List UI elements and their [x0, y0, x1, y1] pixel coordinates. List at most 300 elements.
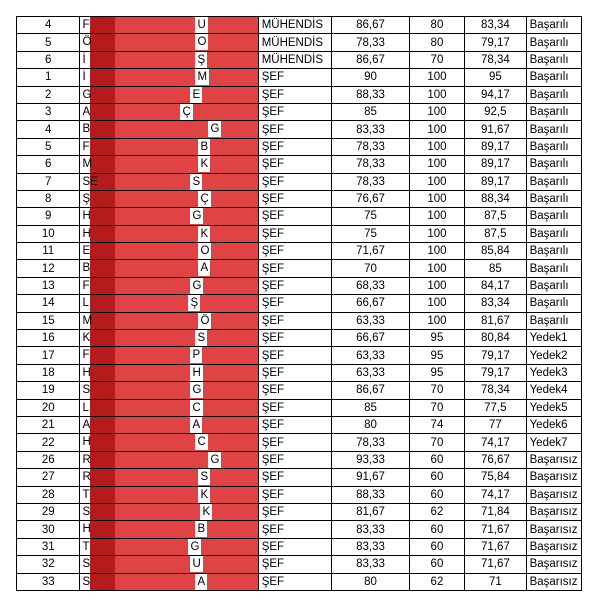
role-cell: ŞEF: [258, 556, 332, 573]
score-1-cell: 71,67: [332, 243, 410, 260]
row-number: 14: [17, 295, 80, 312]
average-cell: 77: [465, 416, 526, 433]
redaction-main: [115, 156, 257, 172]
row-number: 11: [17, 243, 80, 260]
row-number: 4: [17, 17, 80, 34]
second-initial: O: [200, 245, 210, 258]
redaction-bar: [80, 521, 257, 537]
role-cell: ŞEF: [258, 103, 332, 120]
row-number: 15: [17, 312, 80, 329]
average-cell: 87,5: [465, 208, 526, 225]
first-initial: F: [82, 140, 90, 153]
role-cell: ŞEF: [258, 312, 332, 329]
table-row[interactable]: [17, 17, 582, 34]
role-cell: MÜHENDİS: [258, 51, 332, 68]
average-cell: 79,17: [465, 347, 526, 364]
average-cell: 76,67: [465, 451, 526, 468]
second-initial: S: [200, 471, 209, 484]
redacted-name-cell: [80, 556, 258, 573]
status-cell: Yedek2: [526, 347, 581, 364]
first-initial: F: [82, 349, 90, 362]
status-cell: Başarısız: [526, 556, 581, 573]
score-1-cell: 86,67: [332, 17, 410, 34]
table-row[interactable]: [17, 521, 582, 538]
score-1-cell: 90: [332, 69, 410, 86]
redacted-name-cell: [80, 138, 258, 155]
redaction-dark: [90, 278, 115, 294]
redaction-bar: [80, 452, 257, 468]
first-initial: H: [82, 227, 91, 240]
redaction-main: [115, 330, 257, 346]
second-initial: S: [197, 332, 206, 345]
second-initial: C: [197, 436, 206, 449]
second-initial: Ş: [190, 297, 199, 310]
average-cell: 79,17: [465, 364, 526, 381]
status-cell: Başarılı: [526, 190, 581, 207]
redaction-bar: [80, 104, 257, 120]
average-cell: 74,17: [465, 486, 526, 503]
score-2-cell: 60: [409, 556, 464, 573]
status-cell: Başarılı: [526, 295, 581, 312]
role-cell: ŞEF: [258, 416, 332, 433]
role-cell: ŞEF: [258, 347, 332, 364]
redaction-main: [115, 434, 257, 450]
redaction-main: [115, 278, 257, 294]
second-initial: U: [197, 19, 206, 31]
score-2-cell: 70: [409, 382, 464, 399]
table-row[interactable]: [17, 277, 582, 294]
first-initial: H: [82, 366, 91, 379]
redaction-dark: [90, 260, 115, 276]
row-number: 1: [17, 69, 80, 86]
redaction-main: [115, 191, 257, 207]
score-2-cell: 62: [409, 573, 464, 590]
row-number: 17: [17, 347, 80, 364]
redacted-name-cell: [80, 434, 258, 451]
table-row[interactable]: [17, 486, 582, 503]
table-row[interactable]: [17, 382, 582, 399]
score-2-cell: 100: [409, 156, 464, 173]
row-number: 4: [17, 121, 80, 138]
second-initial: O: [197, 36, 207, 49]
score-1-cell: 75: [332, 208, 410, 225]
role-cell: ŞEF: [258, 156, 332, 173]
redaction-main: [115, 556, 257, 572]
redacted-name-cell: [80, 295, 258, 312]
table-row[interactable]: [17, 399, 582, 416]
role-cell: ŞEF: [258, 451, 332, 468]
redaction-main: [115, 121, 257, 137]
redaction-bar: [80, 365, 257, 381]
table-row[interactable]: [17, 86, 582, 103]
redaction-bar: [80, 52, 257, 68]
redacted-name-cell: [80, 103, 258, 120]
redacted-name-cell: [80, 451, 258, 468]
table-row[interactable]: [17, 538, 582, 555]
table-row[interactable]: [17, 295, 582, 312]
redaction-bar: [80, 574, 257, 590]
average-cell: 78,34: [465, 51, 526, 68]
table-row[interactable]: [17, 208, 582, 225]
redaction-bar: [80, 226, 257, 242]
first-initial: T: [82, 540, 90, 553]
average-cell: 71,84: [465, 503, 526, 520]
score-2-cell: 70: [409, 399, 464, 416]
score-2-cell: 95: [409, 330, 464, 347]
average-cell: 79,17: [465, 34, 526, 51]
table-row[interactable]: [17, 312, 582, 329]
redaction-dark: [90, 69, 115, 85]
redaction-dark: [90, 191, 115, 207]
redaction-bar: [80, 347, 257, 363]
score-2-cell: 80: [409, 17, 464, 34]
average-cell: 85,84: [465, 243, 526, 260]
average-cell: 89,17: [465, 156, 526, 173]
redaction-main: [115, 69, 257, 85]
row-number: 19: [17, 382, 80, 399]
average-cell: 83,34: [465, 17, 526, 34]
score-2-cell: 100: [409, 69, 464, 86]
row-number: 33: [17, 573, 80, 590]
second-initial: B: [197, 523, 206, 536]
role-cell: MÜHENDİS: [258, 17, 332, 34]
first-initial: R: [82, 471, 91, 484]
redacted-name-cell: [80, 277, 258, 294]
average-cell: 84,17: [465, 277, 526, 294]
status-cell: Yedek3: [526, 364, 581, 381]
redacted-name-cell: [80, 347, 258, 364]
table-row[interactable]: [17, 34, 582, 51]
score-2-cell: 100: [409, 312, 464, 329]
redaction-dark: [90, 521, 115, 537]
redaction-main: [115, 574, 257, 590]
redaction-dark: [90, 313, 115, 329]
second-initial: G: [192, 279, 202, 292]
first-initial: L: [82, 401, 89, 414]
first-initial: R: [82, 453, 91, 466]
status-cell: Yedek1: [526, 330, 581, 347]
table-row[interactable]: [17, 347, 582, 364]
role-cell: ŞEF: [258, 69, 332, 86]
redaction-main: [115, 313, 257, 329]
redaction-bar: [80, 417, 257, 433]
status-cell: Başarılı: [526, 51, 581, 68]
table-row[interactable]: [17, 416, 582, 433]
score-1-cell: 81,67: [332, 503, 410, 520]
average-cell: 92,5: [465, 103, 526, 120]
row-number: 3: [17, 103, 80, 120]
second-initial: A: [197, 575, 206, 588]
role-cell: ŞEF: [258, 503, 332, 520]
redacted-name-cell: [80, 51, 258, 68]
score-1-cell: 66,67: [332, 295, 410, 312]
second-initial: Ş: [197, 53, 206, 66]
score-1-cell: 85: [332, 399, 410, 416]
table-row[interactable]: [17, 190, 582, 207]
first-initial: A: [82, 105, 91, 118]
redaction-main: [115, 17, 257, 33]
score-2-cell: 100: [409, 103, 464, 120]
first-initial: H: [82, 436, 91, 449]
role-cell: ŞEF: [258, 243, 332, 260]
redaction-bar: [80, 400, 257, 416]
first-initial: F: [82, 19, 90, 31]
score-1-cell: 76,67: [332, 190, 410, 207]
first-initial: G: [82, 88, 92, 101]
second-initial: E: [192, 88, 201, 101]
redaction-dark: [90, 504, 115, 520]
status-cell: Başarılı: [526, 17, 581, 34]
second-initial: K: [202, 505, 211, 518]
first-initial: K: [82, 332, 91, 345]
average-cell: 88,34: [465, 190, 526, 207]
table-row[interactable]: [17, 330, 582, 347]
redaction-bar: [80, 208, 257, 224]
score-1-cell: 88,33: [332, 86, 410, 103]
redaction-bar: [80, 139, 257, 155]
role-cell: ŞEF: [258, 208, 332, 225]
table-row[interactable]: [17, 103, 582, 120]
role-cell: ŞEF: [258, 364, 332, 381]
redaction-bar: [80, 34, 257, 50]
status-cell: Başarısız: [526, 538, 581, 555]
score-1-cell: 68,33: [332, 277, 410, 294]
first-initial: Ş: [82, 192, 91, 205]
score-2-cell: 60: [409, 538, 464, 555]
score-1-cell: 83,33: [332, 121, 410, 138]
first-initial: S: [82, 575, 91, 588]
redaction-main: [115, 365, 257, 381]
second-initial: P: [192, 349, 201, 362]
redacted-name-cell: [80, 469, 258, 486]
redaction-dark: [90, 539, 115, 555]
table-row[interactable]: [17, 225, 582, 242]
average-cell: 89,17: [465, 138, 526, 155]
redaction-dark: [90, 469, 115, 485]
second-initial: U: [192, 558, 201, 571]
redaction-main: [115, 382, 257, 398]
redaction-bar: [80, 539, 257, 555]
row-number: 5: [17, 34, 80, 51]
redaction-dark: [90, 452, 115, 468]
redaction-dark: [90, 365, 115, 381]
second-initial: G: [210, 453, 220, 466]
redaction-bar: [80, 330, 257, 346]
status-cell: Başarılı: [526, 34, 581, 51]
score-1-cell: 80: [332, 573, 410, 590]
row-number: 5: [17, 138, 80, 155]
redaction-bar: [80, 69, 257, 85]
redaction-main: [115, 417, 257, 433]
table-row[interactable]: [17, 173, 582, 190]
redacted-name-cell: [80, 538, 258, 555]
redaction-bar: [80, 243, 257, 259]
redaction-dark: [90, 330, 115, 346]
table-row[interactable]: [17, 260, 582, 277]
second-initial: B: [200, 140, 209, 153]
row-number: 2: [17, 86, 80, 103]
average-cell: 85: [465, 260, 526, 277]
second-initial: A: [200, 262, 209, 275]
status-cell: Başarısız: [526, 503, 581, 520]
average-cell: 87,5: [465, 225, 526, 242]
average-cell: 81,67: [465, 312, 526, 329]
second-initial: H: [192, 366, 201, 379]
row-number: 26: [17, 451, 80, 468]
first-initial: M: [82, 158, 93, 171]
second-initial: G: [192, 384, 202, 397]
role-cell: ŞEF: [258, 330, 332, 347]
second-initial: Ç: [182, 105, 191, 118]
status-cell: Yedek6: [526, 416, 581, 433]
table-row[interactable]: [17, 469, 582, 486]
second-initial: K: [200, 227, 209, 240]
average-cell: 71,67: [465, 521, 526, 538]
score-1-cell: 86,67: [332, 51, 410, 68]
table-row[interactable]: [17, 451, 582, 468]
table-row[interactable]: [17, 434, 582, 451]
average-cell: 95: [465, 69, 526, 86]
redaction-bar: [80, 382, 257, 398]
second-initial: K: [200, 158, 209, 171]
redaction-dark: [90, 121, 115, 137]
table-row[interactable]: [17, 121, 582, 138]
average-cell: 94,17: [465, 86, 526, 103]
average-cell: 71: [465, 573, 526, 590]
redaction-main: [115, 487, 257, 503]
status-cell: Yedek4: [526, 382, 581, 399]
status-cell: Başarılı: [526, 277, 581, 294]
redaction-main: [115, 139, 257, 155]
row-number: 6: [17, 51, 80, 68]
status-cell: Başarısız: [526, 521, 581, 538]
redacted-name-cell: [80, 486, 258, 503]
score-1-cell: 88,33: [332, 486, 410, 503]
row-number: 28: [17, 486, 80, 503]
redacted-name-cell: [80, 416, 258, 433]
role-cell: ŞEF: [258, 382, 332, 399]
redaction-bar: [80, 174, 257, 190]
redacted-name-cell: [80, 243, 258, 260]
second-initial: A: [192, 418, 201, 431]
second-initial: C: [192, 401, 201, 414]
second-initial: M: [197, 71, 208, 84]
redacted-name-cell: [80, 173, 258, 190]
second-initial: Ö: [200, 314, 210, 327]
second-initial: G: [192, 210, 202, 223]
redacted-name-cell: [80, 573, 258, 590]
row-number: 9: [17, 208, 80, 225]
role-cell: ŞEF: [258, 538, 332, 555]
table-row[interactable]: [17, 364, 582, 381]
redaction-bar: [80, 504, 257, 520]
score-2-cell: 60: [409, 486, 464, 503]
redaction-dark: [90, 243, 115, 259]
table-row[interactable]: [17, 556, 582, 573]
redaction-main: [115, 469, 257, 485]
redaction-bar: [80, 556, 257, 572]
status-cell: Başarılı: [526, 103, 581, 120]
score-2-cell: 95: [409, 347, 464, 364]
first-initial: H: [82, 523, 91, 536]
redaction-dark: [90, 434, 115, 450]
table-row[interactable]: [17, 156, 582, 173]
row-number: 29: [17, 503, 80, 520]
redacted-name-cell: [80, 260, 258, 277]
score-2-cell: 70: [409, 434, 464, 451]
redaction-dark: [90, 382, 115, 398]
score-1-cell: 78,33: [332, 34, 410, 51]
redaction-main: [115, 87, 257, 103]
score-1-cell: 83,33: [332, 538, 410, 555]
table-row[interactable]: [17, 51, 582, 68]
table-row[interactable]: [17, 503, 582, 520]
score-1-cell: 66,67: [332, 330, 410, 347]
table-row[interactable]: [17, 573, 582, 590]
status-cell: Başarılı: [526, 312, 581, 329]
status-cell: Başarılı: [526, 173, 581, 190]
second-initial: G: [210, 123, 220, 136]
table-row[interactable]: [17, 243, 582, 260]
first-initial: T: [82, 488, 90, 501]
row-number: 32: [17, 556, 80, 573]
score-1-cell: 63,33: [332, 347, 410, 364]
table-row[interactable]: [17, 69, 582, 86]
row-number: 16: [17, 330, 80, 347]
status-cell: Yedek5: [526, 399, 581, 416]
average-cell: 91,67: [465, 121, 526, 138]
first-initial: A: [82, 418, 91, 431]
table-row[interactable]: [17, 138, 582, 155]
status-cell: Başarısız: [526, 486, 581, 503]
redacted-name-cell: [80, 521, 258, 538]
redaction-main: [115, 295, 257, 311]
score-1-cell: 78,33: [332, 138, 410, 155]
first-initial: H: [82, 210, 91, 223]
redaction-dark: [90, 226, 115, 242]
first-initial: L: [82, 297, 89, 310]
redaction-main: [115, 174, 257, 190]
score-2-cell: 100: [409, 208, 464, 225]
score-2-cell: 100: [409, 138, 464, 155]
second-initial: S: [192, 175, 201, 188]
redacted-name-cell: [80, 312, 258, 329]
redaction-bar: [80, 295, 257, 311]
score-2-cell: 60: [409, 469, 464, 486]
status-cell: Başarısız: [526, 573, 581, 590]
row-number: 21: [17, 416, 80, 433]
redaction-dark: [90, 104, 115, 120]
redaction-main: [115, 34, 257, 50]
average-cell: 89,17: [465, 173, 526, 190]
score-1-cell: 83,33: [332, 556, 410, 573]
score-2-cell: 70: [409, 51, 464, 68]
status-cell: Başarılı: [526, 156, 581, 173]
results-table: [16, 16, 582, 591]
role-cell: ŞEF: [258, 434, 332, 451]
score-2-cell: 100: [409, 277, 464, 294]
redaction-dark: [90, 139, 115, 155]
score-2-cell: 60: [409, 451, 464, 468]
first-initial: SE: [82, 175, 98, 188]
results-table-body: [17, 17, 582, 591]
average-cell: 71,67: [465, 538, 526, 555]
redaction-main: [115, 208, 257, 224]
score-2-cell: 74: [409, 416, 464, 433]
redaction-bar: [80, 260, 257, 276]
redacted-name-cell: [80, 364, 258, 381]
second-initial: K: [200, 488, 209, 501]
